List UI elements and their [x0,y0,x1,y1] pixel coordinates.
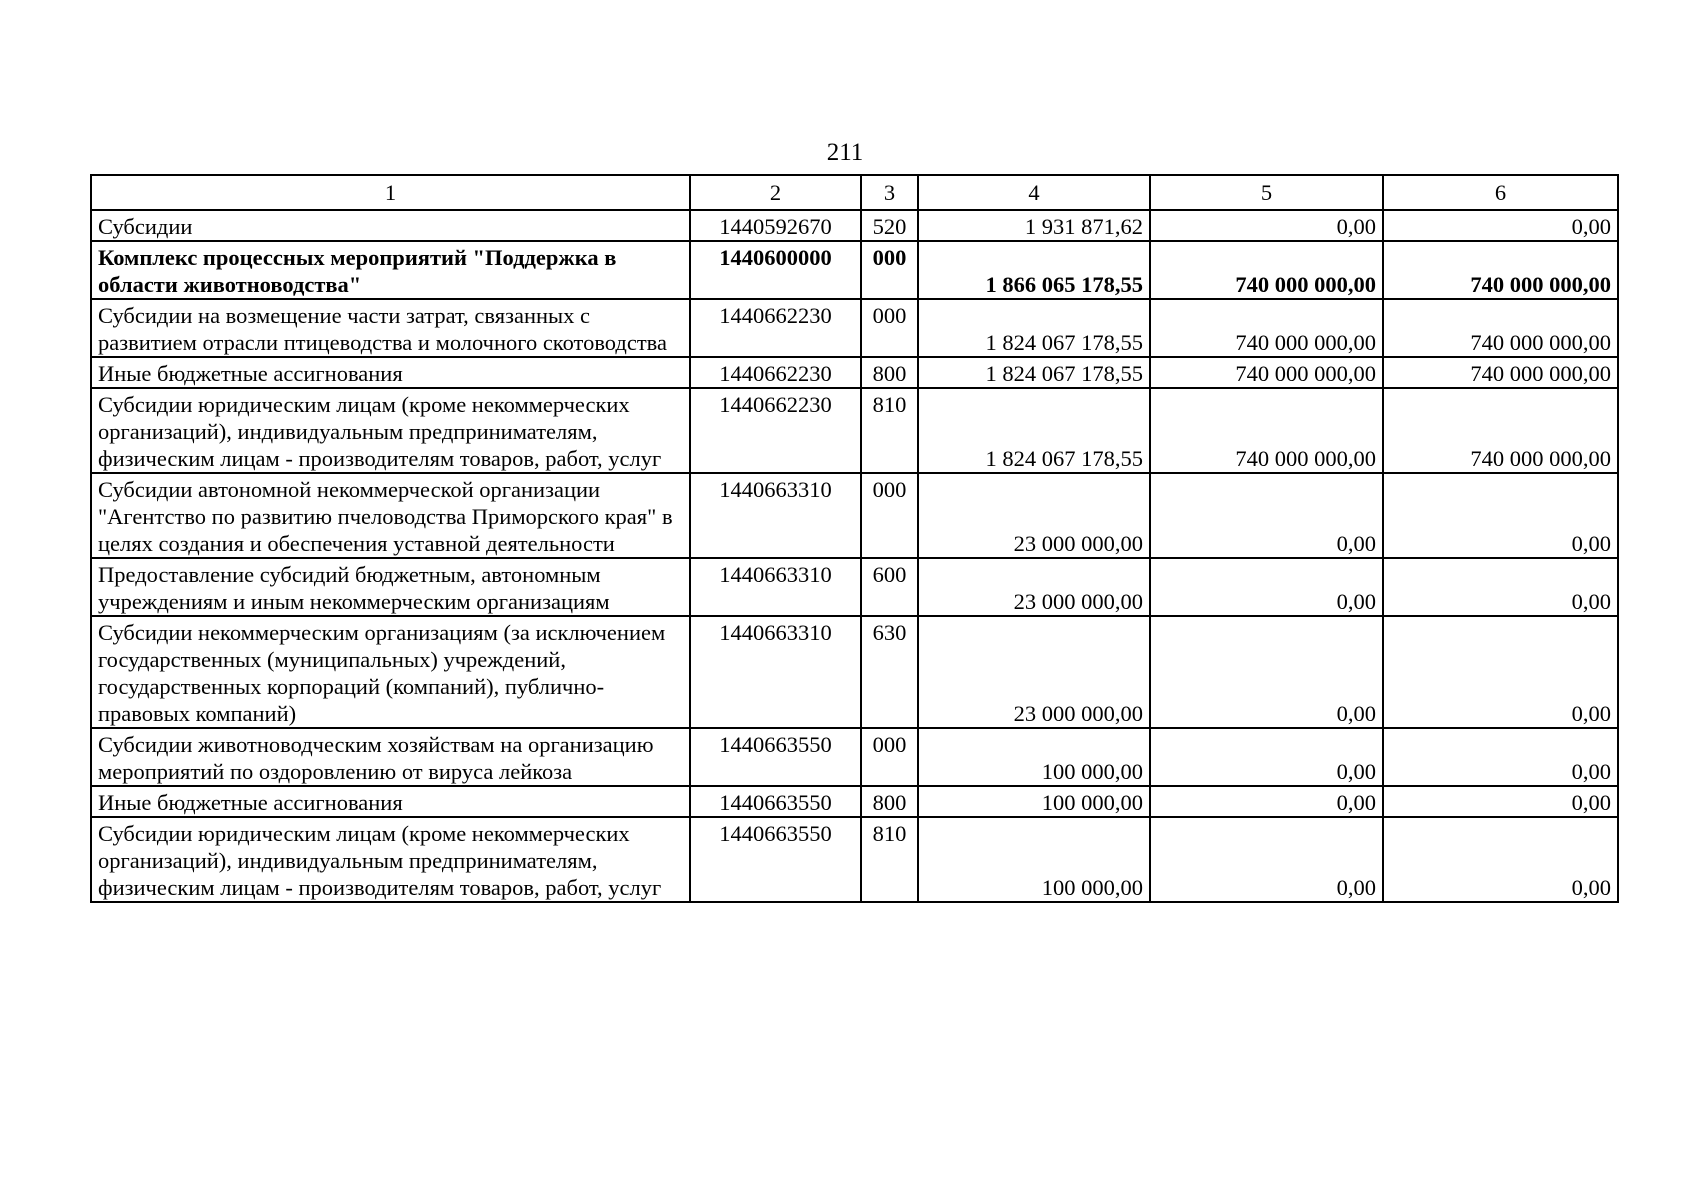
column-number-row [91,175,1618,210]
row-amount-col6-cell: 0,00 [1383,817,1618,902]
row-amount-col6-cell: 0,00 [1383,786,1618,817]
row-name-cell: Комплекс процессных мероприятий "Поддержка в области животноводства" [91,241,690,299]
row-expense-type-cell: 520 [861,210,918,241]
table-row [91,817,1618,902]
row-code-cell: 1440663310 [690,473,861,558]
row-amount-col5-cell: 0,00 [1150,210,1383,241]
row-amount-col5-cell: 740 000 000,00 [1150,388,1383,473]
row-code-cell: 1440663550 [690,817,861,902]
row-amount-col4-cell: 1 931 871,62 [918,210,1150,241]
row-expense-type-cell: 000 [861,473,918,558]
column-number-4: 4 [918,175,1150,210]
row-code-cell: 1440663550 [690,786,861,817]
row-amount-col5-cell: 0,00 [1150,558,1383,616]
row-amount-col6-cell: 740 000 000,00 [1383,241,1618,299]
row-amount-col4-cell: 100 000,00 [918,728,1150,786]
page-number: 211 [826,139,864,166]
row-code-cell: 1440662230 [690,299,861,357]
row-amount-col4-cell: 1 866 065 178,55 [918,241,1150,299]
row-amount-col5-cell: 740 000 000,00 [1150,357,1383,388]
table-row [91,786,1618,817]
row-name-cell: Субсидии [91,210,690,241]
row-amount-col6-cell: 0,00 [1383,558,1618,616]
row-expense-type-cell: 810 [861,388,918,473]
table-row [91,241,1618,299]
row-amount-col6-cell: 740 000 000,00 [1383,357,1618,388]
column-number-3: 3 [861,175,918,210]
row-expense-type-cell: 600 [861,558,918,616]
row-name-cell: Субсидии юридическим лицам (кроме некоммерческих организаций), индивидуальным предпринимателям, физическим лицам - производителям товаров, работ, услуг [91,388,690,473]
row-amount-col4-cell: 1 824 067 178,55 [918,299,1150,357]
row-code-cell: 1440600000 [690,241,861,299]
row-expense-type-cell: 000 [861,241,918,299]
row-expense-type-cell: 000 [861,728,918,786]
row-name-cell: Иные бюджетные ассигнования [91,786,690,817]
row-expense-type-cell: 810 [861,817,918,902]
row-code-cell: 1440662230 [690,388,861,473]
row-expense-type-cell: 800 [861,786,918,817]
row-expense-type-cell: 000 [861,299,918,357]
row-amount-col5-cell: 0,00 [1150,817,1383,902]
column-number-6: 6 [1383,175,1618,210]
row-expense-type-cell: 800 [861,357,918,388]
row-code-cell: 1440663310 [690,558,861,616]
row-name-cell: Субсидии автономной некоммерческой организации "Агентство по развитию пчеловодства Приморского края" в целях создания и обеспечения уставной деятельности [91,473,690,558]
row-amount-col6-cell: 740 000 000,00 [1383,299,1618,357]
table-row [91,388,1618,473]
table-row [91,210,1618,241]
row-amount-col5-cell: 0,00 [1150,728,1383,786]
row-code-cell: 1440663550 [690,728,861,786]
row-name-cell: Субсидии юридическим лицам (кроме некоммерческих организаций), индивидуальным предпринимателям, физическим лицам - производителям товаров, работ, услуг [91,817,690,902]
row-amount-col5-cell: 0,00 [1150,616,1383,728]
row-name-cell: Субсидии животноводческим хозяйствам на организацию мероприятий по оздоровлению от вируса лейкоза [91,728,690,786]
row-code-cell: 1440662230 [690,357,861,388]
column-number-2: 2 [690,175,861,210]
row-amount-col4-cell: 1 824 067 178,55 [918,357,1150,388]
table-row [91,299,1618,357]
row-amount-col5-cell: 0,00 [1150,473,1383,558]
table-row [91,558,1618,616]
row-code-cell: 1440592670 [690,210,861,241]
row-amount-col6-cell: 740 000 000,00 [1383,388,1618,473]
row-expense-type-cell: 630 [861,616,918,728]
row-name-cell: Иные бюджетные ассигнования [91,357,690,388]
row-name-cell: Субсидии некоммерческим организациям (за исключением государственных (муниципальных) учреждений, государственных корпораций (компаний), публично-правовых компаний) [91,616,690,728]
row-name-cell: Субсидии на возмещение части затрат, связанных с развитием отрасли птицеводства и молочного скотоводства [91,299,690,357]
row-amount-col4-cell: 23 000 000,00 [918,558,1150,616]
column-number-1: 1 [91,175,690,210]
row-amount-col4-cell: 23 000 000,00 [918,473,1150,558]
row-amount-col6-cell: 0,00 [1383,616,1618,728]
column-number-5: 5 [1150,175,1383,210]
table-row [91,473,1618,558]
row-amount-col4-cell: 100 000,00 [918,786,1150,817]
row-amount-col5-cell: 740 000 000,00 [1150,241,1383,299]
row-amount-col5-cell: 740 000 000,00 [1150,299,1383,357]
table-row [91,616,1618,728]
row-code-cell: 1440663310 [690,616,861,728]
budget-table [90,174,1619,903]
row-amount-col4-cell: 100 000,00 [918,817,1150,902]
row-amount-col6-cell: 0,00 [1383,728,1618,786]
row-amount-col4-cell: 1 824 067 178,55 [918,388,1150,473]
row-name-cell: Предоставление субсидий бюджетным, автономным учреждениям и иным некоммерческим организациям [91,558,690,616]
row-amount-col6-cell: 0,00 [1383,473,1618,558]
table-row [91,357,1618,388]
table-row [91,728,1618,786]
row-amount-col6-cell: 0,00 [1383,210,1618,241]
row-amount-col4-cell: 23 000 000,00 [918,616,1150,728]
row-amount-col5-cell: 0,00 [1150,786,1383,817]
